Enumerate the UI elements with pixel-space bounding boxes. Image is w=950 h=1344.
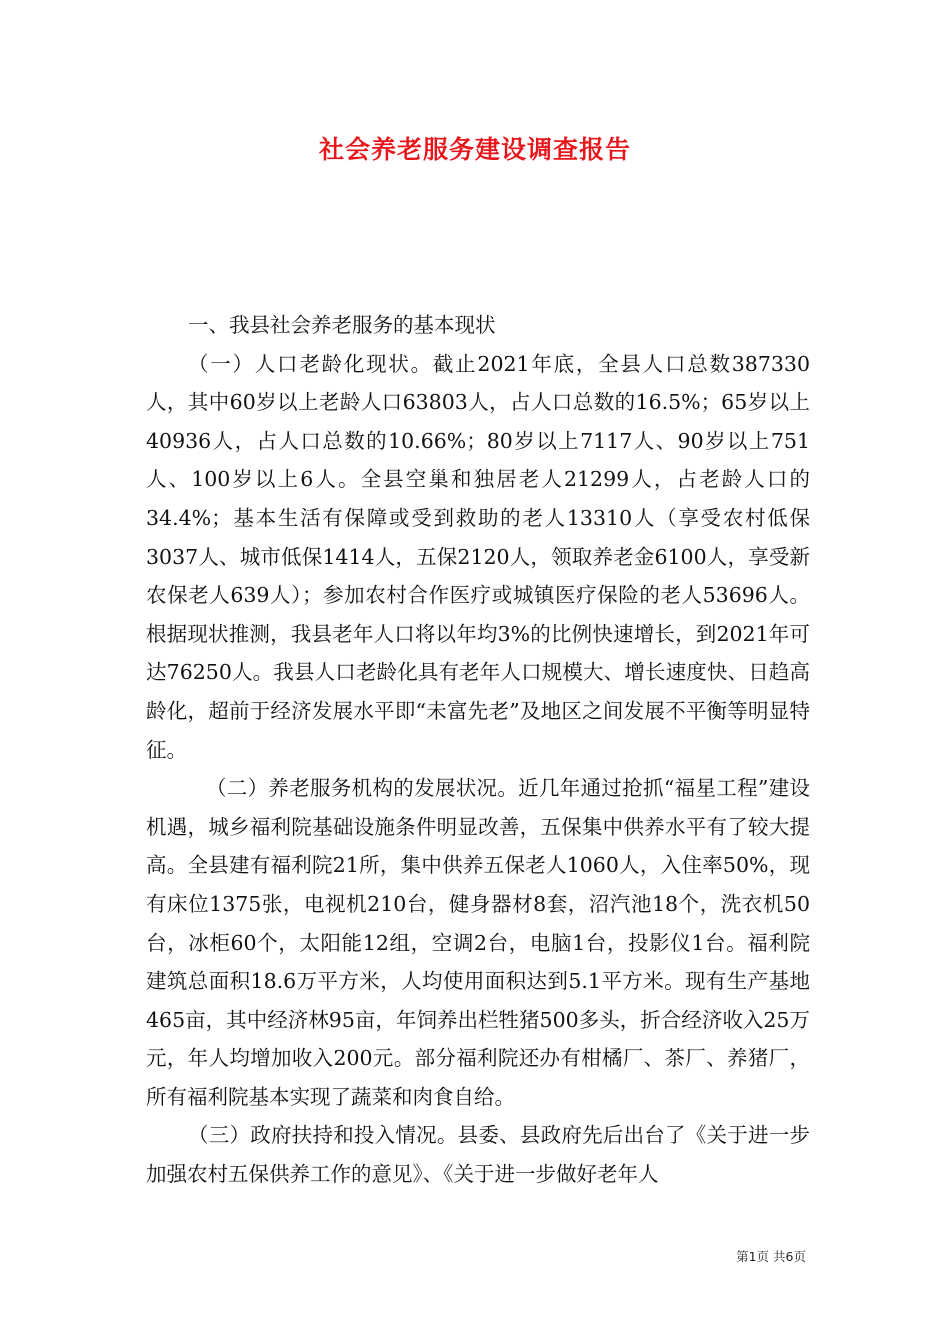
document-title: 社会养老服务建设调查报告 — [318, 135, 631, 164]
paragraph-government-support: （三）政府扶持和投入情况。县委、县政府先后出台了《关于进一步加强农村五保供养工作的意见》、《关于进一步做好老年人 — [146, 1123, 810, 1187]
document-body — [146, 306, 810, 1194]
paragraph-elderly-care-institutions: （二）养老服务机构的发展状况。近几年通过抢抓“福星工程”建设机遇，城乡福利院基础设施条件明显改善，五保集中供养水平有了较大提高。全县建有福利院21所，集中供养五保老人1060人，入住率50%，现有床位1375张，电视机210台，健身器材8套，沼汽池18个，洗衣机50台，冰柜60个，太阳能12组，空调2台，电脑1台，投影仪1台。福利院建筑总面积18.6万平方米，人均使用面积达到5.1平方米。现有生产基地465亩，其中经济林95亩，年饲养出栏牲猪500多头，折合经济收入25万元，年人均增加收入200元。部分福利院还办有柑橘厂、茶厂、养猪厂，所有福利院基本实现了蔬菜和肉食自给。 — [146, 776, 810, 1109]
page-number: 第1页 共6页 — [736, 1249, 806, 1264]
section-heading: 一、我县社会养老服务的基本现状 — [188, 313, 496, 337]
paragraph-population-aging: （一）人口老龄化现状。截止2021年底，全县人口总数387330人，其中60岁以上老龄人口63803人，占人口总数的16.5%；65岁以上40936人，占人口总数的10.66%；80岁以上7117人、90岁以上751人、100岁以上6人。全县空巢和独居老人21299人，占老龄人口的34.4%；基本生活有保障或受到救助的老人13310人（享受农村低保3037人、城市低保1414人，五保2120人，领取养老金6100人，享受新农保老人639人）；参加农村合作医疗或城镇医疗保险的老人53696人。根据现状推测，我县老年人口将以年均3%的比例快速增长，到2021年可达76250人。我县人口老龄化具有老年人口规模大、增长速度快、日趋高龄化，超前于经济发展水平即“未富先老”及地区之间发展不平衡等明显特征。 — [146, 351, 810, 762]
